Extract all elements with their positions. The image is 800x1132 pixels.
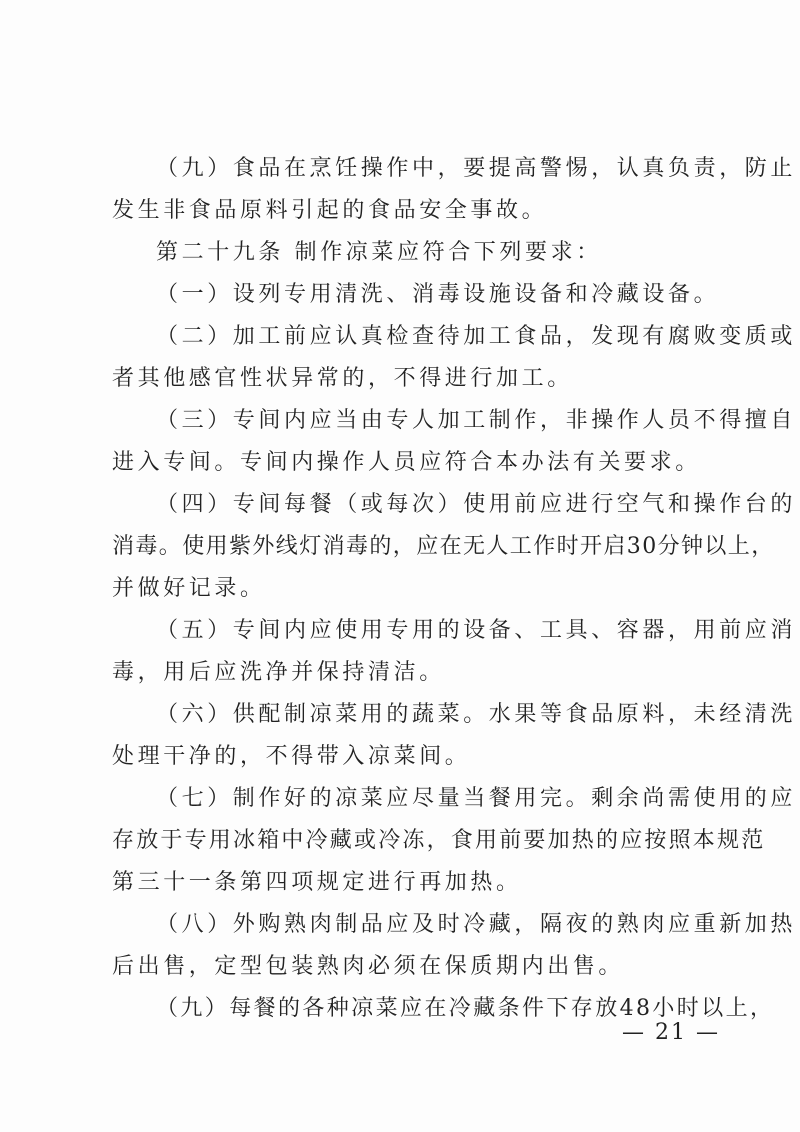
text-line: 者其他感官性状异常的，不得进行加工。 [112,366,573,391]
text-line: （五）专间内应使用专用的设备、工具、容器，用前应消 [156,618,797,643]
text-line: 并做好记录。 [112,576,266,601]
text-line: 消毒。使用紫外线灯消毒的，应在无人工作时开启30分钟以上， [112,534,775,559]
text-line: （七）制作好的凉菜应尽量当餐用完。剩余尚需使用的应 [156,786,797,811]
text-line: 存放于专用冰箱中冷藏或冷冻，食用前要加热的应按照本规范 [112,828,766,853]
text-line: 发生非食品原料引起的食品安全事故。 [112,198,548,223]
text-line: 第三十一条第四项规定进行再加热。 [112,870,522,895]
text-line: （三）专间内应当由专人加工制作，非操作人员不得擅自 [156,408,797,433]
text-line: 后出售，定型包装熟肉必须在保质期内出售。 [112,954,625,979]
text-line: （九）食品在烹饪操作中，要提高警惕，认真负责，防止 [156,156,797,181]
text-line: （四）专间每餐（或每次）使用前应进行空气和操作台的 [156,492,797,517]
text-line: （六）供配制凉菜用的蔬菜。水果等食品原料，未经清洗 [156,702,797,727]
text-line: （九）每餐的各种凉菜应在冷藏条件下存放48小时以上， [156,996,775,1021]
text-line: 处理干净的，不得带入凉菜间。 [112,744,471,769]
text-line: （八）外购熟肉制品应及时冷藏，隔夜的熟肉应重新加热 [156,912,797,937]
text-line: 毒，用后应洗净并保持清洁。 [112,660,445,685]
text-line: （一）设列专用清洗、消毒设施设备和冷藏设备。 [156,282,720,307]
article-heading: 第二十九条 制作凉菜应符合下列要求： [156,240,602,265]
page-number: — 21 — [622,1020,720,1045]
text-line: 进入专间。专间内操作人员应符合本办法有关要求。 [112,450,701,475]
text-line: （二）加工前应认真检查待加工食品，发现有腐败变质或 [156,324,797,349]
